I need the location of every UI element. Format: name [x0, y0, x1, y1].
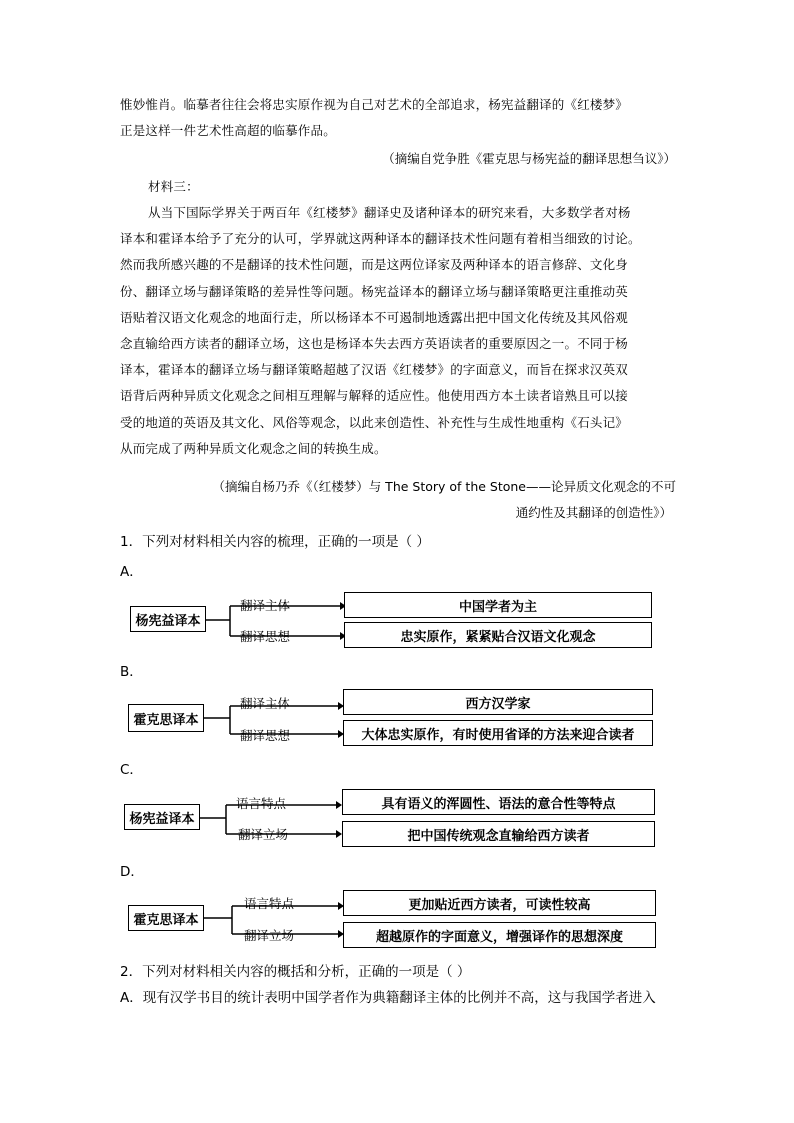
- material3-heading: 材料三：: [148, 179, 199, 194]
- material3-line: 受的地道的英语及其文化、风俗等观念，以此来创造性、补充性与生成性地重构《石头记》: [120, 414, 629, 430]
- option-a-branch1-label: 翻译主体: [240, 598, 291, 613]
- option-b-root-box: 霍克思译本: [128, 704, 204, 732]
- option-d-letter[interactable]: D．: [120, 864, 144, 880]
- option-c-value1-box: 具有语义的浑圆性、语法的意合性等特点: [342, 789, 655, 815]
- material3-line: 念直输给西方读者的翻译立场，这也是杨译本失去西方英语读者的重要原因之一。不同于杨: [120, 336, 629, 351]
- material3-line: 然而我所感兴趣的不是翻译的技术性问题，而是这两位译家及两种译本的语言修辞、文化身: [120, 257, 629, 273]
- option-d-branch2-label: 翻译立场: [244, 928, 295, 943]
- option-b-branch2-label: 翻译思想: [240, 728, 291, 743]
- option-b-letter[interactable]: B．: [120, 664, 143, 680]
- passage-line-1: 惟妙惟肖。临摹者往往会将忠实原作视为自己对艺术的全部追求，杨宪益翻译的《红楼梦》: [120, 97, 629, 112]
- material3-line: 从而完成了两种异质文化观念之间的转换生成。: [120, 440, 387, 456]
- option-a-branch2-label: 翻译思想: [240, 629, 291, 644]
- question1-stem: 1．下列对材料相关内容的梳理，正确的一项是（ ）: [120, 534, 430, 550]
- source-citation-3-line2: 通约性及其翻译的创造性》）: [515, 505, 672, 520]
- option-d-value1-box: 更加贴近西方读者，可读性较高: [343, 890, 656, 916]
- material3-line: 语贴着汉语文化观念的地面行走，所以杨译本不可遏制地透露出把中国文化传统及其风俗观: [120, 309, 629, 325]
- material3-line: 份、翻译立场与翻译策略的差异性等问题。杨宪益译本的翻译立场与翻译策略更注重推动英: [120, 283, 629, 299]
- question2-stem: 2．下列对材料相关内容的概括和分析，正确的一项是（ ）: [120, 964, 471, 980]
- source-citation-2: （摘编自党争胜《霍克思与杨宪益的翻译思想刍议》）: [382, 151, 676, 166]
- option-c-value2-box: 把中国传统观念直输给西方读者: [342, 821, 655, 847]
- passage-line-2: 正是这样一件艺术性高超的临摹作品。: [120, 123, 336, 138]
- source-citation-3-line1: （摘编自杨乃乔《（红楼梦）与 The Story of the Stone——论异质文化观念的不可: [212, 479, 676, 494]
- option-a-letter[interactable]: A．: [120, 564, 143, 580]
- material3-line: 从当下国际学界关于两百年《红楼梦》翻译史及诸种译本的研究来看，大多数学者对杨: [148, 205, 631, 220]
- option-c-root-box: 杨宪益译本: [124, 804, 200, 830]
- option-a-value1-box: 中国学者为主: [344, 592, 652, 618]
- material3-line: 语背后两种异质文化观念之间相互理解与解释的适应性。他使用西方本土读者谙熟且可以接: [120, 388, 629, 404]
- question2-option-a[interactable]: A．现有汉学书目的统计表明中国学者作为典籍翻译主体的比例并不高，这与我国学者进入: [120, 990, 656, 1006]
- material3-line: 译本，霍译本的翻译立场与翻译策略超越了汉语《红楼梦》的字面意义，而旨在探求汉英双: [120, 362, 629, 378]
- option-b-value2-box: 大体忠实原作，有时使用省译的方法来迎合读者: [343, 720, 653, 746]
- option-d-value2-box: 超越原作的字面意义，增强译作的思想深度: [343, 922, 656, 948]
- option-a-value2-box: 忠实原作，紧紧贴合汉语文化观念: [344, 622, 652, 648]
- option-b-value1-box: 西方汉学家: [343, 689, 653, 715]
- option-c-letter[interactable]: C．: [120, 762, 143, 778]
- option-d-branch1-label: 语言特点: [244, 896, 295, 911]
- option-a-root-box: 杨宪益译本: [130, 606, 206, 632]
- option-c-branch1-label: 语言特点: [236, 796, 287, 811]
- material3-line: 译本和霍译本给予了充分的认可，学界就这两种译本的翻译技术性问题有着相当细致的讨论。: [120, 231, 641, 247]
- option-b-branch1-label: 翻译主体: [240, 696, 291, 711]
- option-d-root-box: 霍克思译本: [128, 905, 204, 931]
- option-c-branch2-label: 翻译立场: [238, 827, 289, 842]
